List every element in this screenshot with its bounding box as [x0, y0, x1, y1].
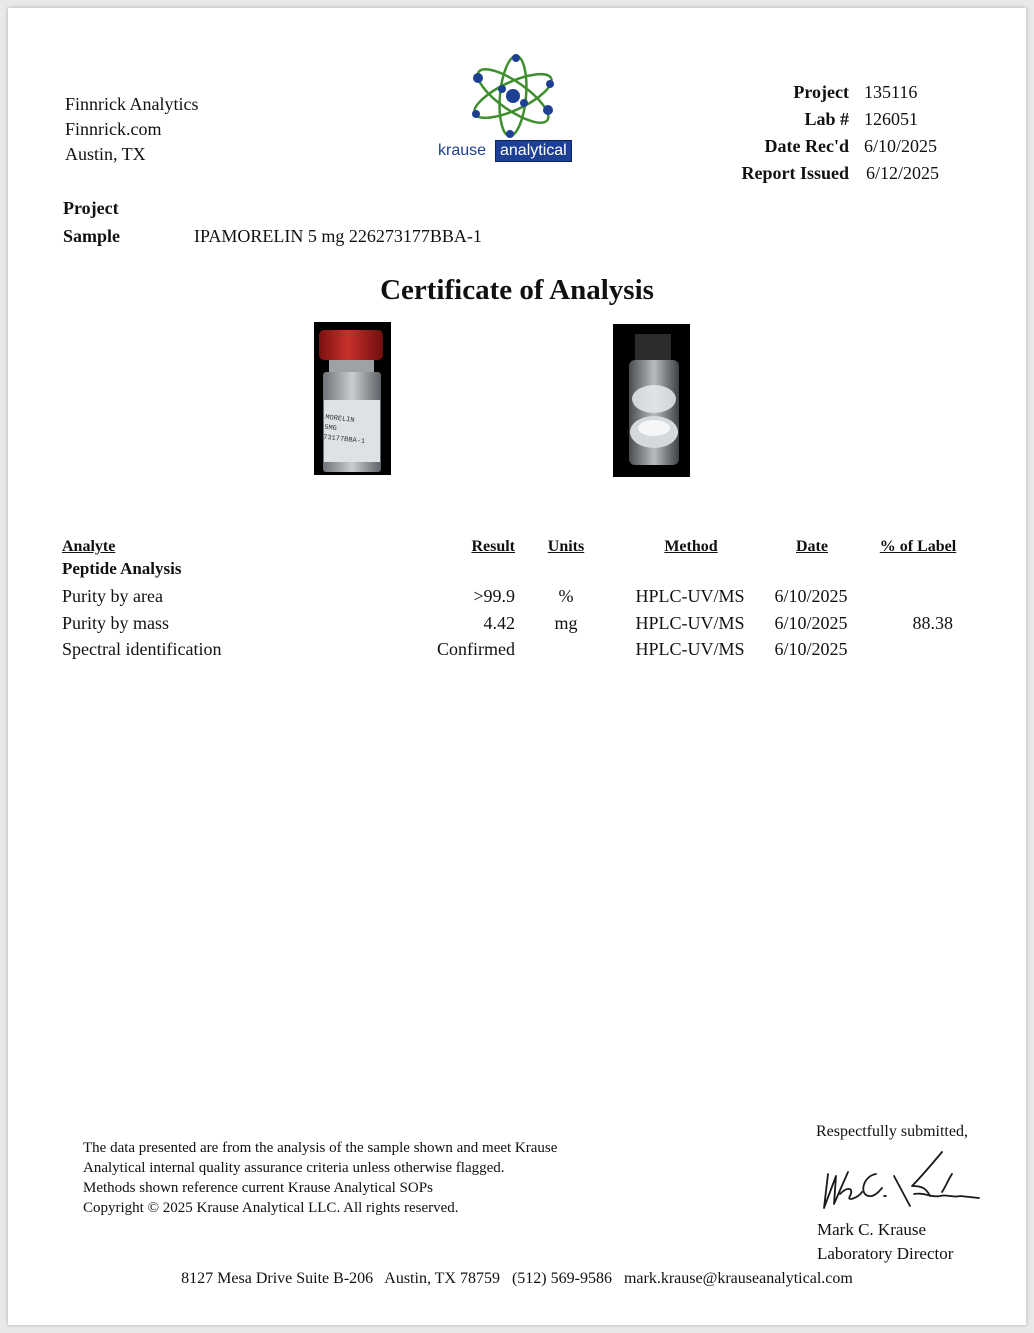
disclaimer-line-4: Copyright © 2025 Krause Analytical LLC. All rights reserved.	[83, 1200, 459, 1216]
col-header-percent-label: % of Label	[879, 538, 957, 555]
director-name: Mark C. Krause	[817, 1220, 927, 1239]
report-page	[8, 8, 1026, 1325]
row-1-analyte: Purity by area	[62, 586, 163, 606]
sample-value: IPAMORELIN 5 mg 226273177BBA-1	[194, 226, 482, 246]
disclaimer	[83, 1138, 557, 1218]
project-number-label: Project	[793, 82, 849, 102]
row-3-date: 6/10/2025	[774, 639, 848, 659]
row-3-method: HPLC-UV/MS	[635, 639, 745, 659]
footer-contact: 8127 Mesa Drive Suite B-206 Austin, TX 78759 (512) 569-9586 mark.krause@krauseanalytical.com	[181, 1270, 853, 1287]
disclaimer-line-3: Methods shown reference current Krause Analytical SOPs	[83, 1180, 433, 1196]
sample-vial-photo	[314, 322, 391, 475]
vial-label-line2: 5MG	[323, 423, 338, 434]
project-label: Project	[63, 198, 119, 218]
section-heading: Peptide Analysis	[62, 559, 182, 578]
krause-analytical-logo	[438, 48, 588, 168]
row-2-method: HPLC-UV/MS	[635, 613, 745, 633]
col-header-analyte: Analyte	[62, 538, 116, 555]
row-1-date: 6/10/2025	[774, 586, 848, 606]
row-2-result: 4.42	[483, 613, 515, 633]
disclaimer-line-2: Analytical internal quality assurance criteria unless otherwise flagged.	[83, 1160, 505, 1176]
col-header-date: Date	[796, 538, 828, 555]
row-2-percent-label: 88.38	[912, 613, 953, 633]
logo-word-analytical: analytical	[495, 140, 572, 162]
row-3-result: Confirmed	[437, 639, 515, 659]
closing-text: Respectfully submitted,	[816, 1123, 968, 1140]
sample-vial-top-photo	[613, 324, 690, 477]
client-block	[65, 92, 199, 167]
sample-label: Sample	[63, 226, 121, 246]
vial-label-line3: 73177BBA-1	[322, 433, 366, 447]
director-block	[817, 1218, 953, 1266]
lab-number-value: 126051	[864, 109, 918, 129]
date-received-label: Date Rec'd	[764, 136, 849, 156]
col-header-units: Units	[547, 538, 585, 555]
vial-label-line1: MORELIN	[324, 413, 355, 425]
meta-labels	[708, 79, 849, 187]
lab-number-label: Lab #	[804, 109, 849, 129]
row-1-units: %	[558, 586, 574, 606]
project-sample-labels	[63, 194, 120, 250]
row-2-date: 6/10/2025	[774, 613, 848, 633]
handwritten-signature	[814, 1146, 984, 1221]
client-website: Finnrick.com	[65, 119, 162, 139]
row-1-result: >99.9	[473, 586, 515, 606]
client-location: Austin, TX	[65, 144, 146, 164]
row-2-units: mg	[554, 613, 578, 633]
atom-icon	[438, 48, 588, 143]
row-2-analyte: Purity by mass	[62, 613, 170, 633]
col-header-result: Result	[471, 538, 515, 555]
report-issued-label: Report Issued	[741, 163, 849, 183]
logo-word-krause: krause	[438, 142, 487, 159]
logo-wordmark	[438, 140, 588, 162]
row-3-analyte: Spectral identification	[62, 639, 222, 659]
vial-label	[323, 413, 388, 449]
row-1-method: HPLC-UV/MS	[635, 586, 745, 606]
date-received-value: 6/10/2025	[864, 136, 938, 156]
client-name: Finnrick Analytics	[65, 94, 199, 114]
report-issued-value: 6/12/2025	[866, 163, 940, 183]
col-header-method: Method	[664, 538, 718, 555]
project-number-value: 135116	[864, 82, 918, 102]
page-title: Certificate of Analysis	[380, 274, 654, 306]
disclaimer-line-1: The data presented are from the analysis of the sample shown and meet Krause	[83, 1140, 558, 1156]
director-title: Laboratory Director	[817, 1244, 954, 1263]
meta-values	[864, 79, 964, 187]
